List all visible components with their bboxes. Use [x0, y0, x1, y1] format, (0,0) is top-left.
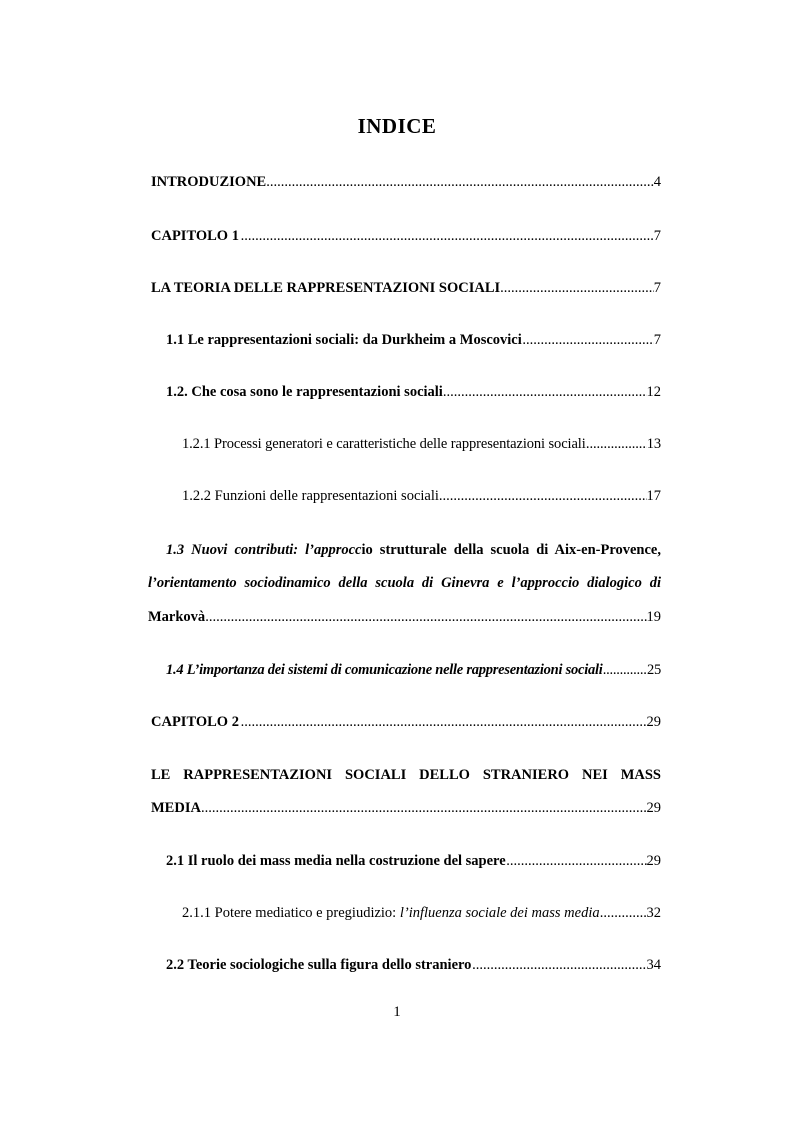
toc-label: io strutturale della scuola di Aix-en-Provence,	[361, 542, 661, 558]
toc-leader-dots	[443, 382, 647, 402]
toc-leader-dots	[522, 330, 653, 350]
toc-leader-dots	[205, 607, 646, 627]
toc-label: MEDIA	[151, 800, 201, 816]
toc-leader-dots	[439, 486, 647, 506]
toc-leader-dots	[586, 434, 647, 454]
toc-page-number: 13	[646, 436, 661, 452]
toc-label: l’orientamento sociodinamico della scuola di Ginevra e l’approccio dialogico di	[148, 575, 661, 591]
toc-page-number: 29	[646, 853, 661, 869]
toc-entry-capitolo-1[interactable]	[151, 226, 661, 246]
toc-leader-dots	[472, 955, 646, 975]
page-number: 1	[393, 1004, 401, 1020]
toc-label: CAPITOLO 1	[151, 228, 239, 244]
toc-label: 1.2. Che cosa sono le rappresentazioni sociali	[166, 384, 443, 400]
toc-entry-2-2[interactable]	[166, 955, 661, 975]
toc-entry-1-2-2[interactable]	[182, 486, 661, 506]
toc-entry-2-1-1[interactable]	[182, 903, 661, 923]
toc-entry-1-3-line-2[interactable]	[148, 573, 661, 593]
toc-entry-1-4[interactable]	[166, 660, 661, 680]
toc-leader-dots	[241, 712, 647, 732]
toc-leader-dots	[603, 660, 647, 680]
toc-leader-dots	[500, 278, 654, 298]
toc-entry-2-1[interactable]	[166, 851, 661, 871]
toc-label: LE RAPPRESENTAZIONI SOCIALI DELLO STRANIERO NEI MASS	[151, 767, 661, 783]
toc-entry-teoria[interactable]	[151, 278, 661, 298]
toc-leader-dots	[201, 798, 647, 818]
toc-leader-dots	[506, 851, 646, 871]
toc-label: 1.2.1 Processi generatori e caratteristiche delle rappresentazioni sociali	[182, 436, 586, 452]
toc-entry-1-3-line-1[interactable]	[166, 540, 661, 560]
toc-entry-1-3-line-3[interactable]	[148, 607, 661, 627]
toc-label: 2.1 Il ruolo dei mass media nella costruzione del sapere	[166, 853, 506, 869]
toc-entry-introduzione[interactable]	[151, 172, 661, 192]
toc-label-italic: 1.3 Nuovi contributi: l’approcc	[166, 542, 362, 558]
page-title: INDICE	[357, 114, 437, 138]
toc-entry-rappresentazioni-straniero-line-2[interactable]	[151, 798, 661, 818]
toc-label	[182, 903, 600, 923]
toc-entry-1-1[interactable]	[166, 330, 661, 350]
toc-page-number: 7	[653, 280, 661, 296]
toc-label: CAPITOLO 2	[151, 714, 239, 730]
toc-page-number: 17	[646, 488, 661, 504]
toc-page-number: 19	[646, 609, 661, 625]
toc-page-number: 34	[646, 957, 661, 973]
toc-page-number: 12	[646, 384, 661, 400]
toc-label-plain: 2.1.1 Potere mediatico e pregiudizio:	[182, 905, 400, 921]
toc-label: 1.1 Le rappresentazioni sociali: da Durkheim a Moscovici	[166, 332, 522, 348]
toc-label: LA TEORIA DELLE RAPPRESENTAZIONI SOCIALI	[151, 280, 501, 296]
toc-label: Markovà	[148, 609, 206, 625]
toc-entry-1-2-1[interactable]	[182, 434, 661, 454]
toc-leader-dots	[266, 172, 654, 192]
toc-entry-rappresentazioni-straniero-line-1[interactable]	[151, 765, 661, 785]
toc-page-number: 4	[653, 174, 661, 190]
toc-leader-dots	[600, 903, 647, 923]
toc-leader-dots	[241, 226, 654, 246]
toc-entry-1-2[interactable]	[166, 382, 661, 402]
toc-page-number: 7	[653, 332, 661, 348]
toc-label: 1.4 L’importanza dei sistemi di comunicazione nelle rappresentazioni sociali	[166, 662, 603, 678]
toc-label: 2.2 Teorie sociologiche sulla figura dello straniero	[166, 957, 472, 973]
toc-entry-capitolo-2[interactable]	[151, 712, 661, 732]
toc-label: INTRODUZIONE	[151, 174, 267, 190]
toc-label: 1.2.2 Funzioni delle rappresentazioni sociali	[182, 488, 439, 504]
toc-page-number: 7	[653, 228, 661, 244]
toc-label-italic: l’influenza sociale dei mass media	[399, 905, 600, 921]
toc-page-number: 25	[647, 662, 661, 678]
toc-page-number: 29	[646, 714, 661, 730]
toc-page-number: 29	[646, 800, 661, 816]
toc-page-number: 32	[646, 905, 661, 921]
